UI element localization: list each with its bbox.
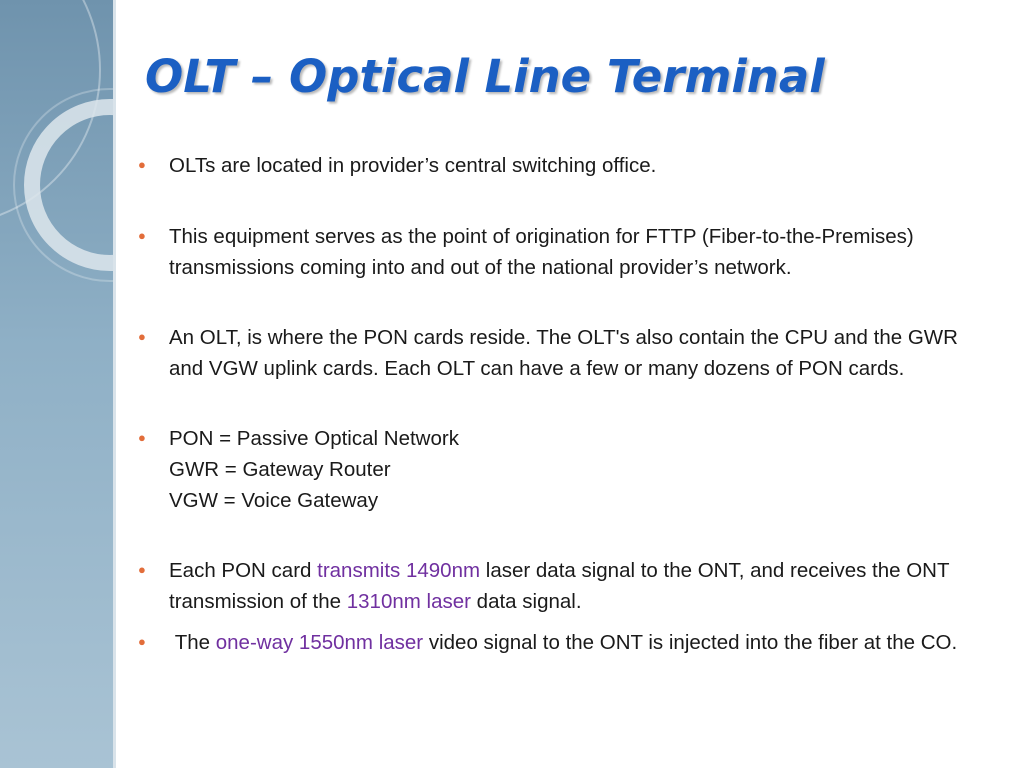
- bullet-list: [138, 150, 988, 658]
- slide-title: OLT – Optical Line Terminal: [145, 50, 825, 103]
- bullet-text: This equipment serves as the point of origination for FTTP (Fiber-to-the-Premises) transmissions coming into and out of the national provider’s network.: [169, 225, 914, 279]
- highlight-segment: one-way 1550nm laser: [215, 631, 424, 654]
- definition-gwr: GWR = Gateway Router: [169, 458, 391, 481]
- bullet-item: [138, 322, 988, 384]
- bullet-item: [138, 150, 988, 181]
- highlight-segment: 1310nm laser: [346, 590, 471, 613]
- bullet-item: [138, 627, 988, 658]
- text-segment: Each PON card: [169, 559, 318, 582]
- bullet-item: [138, 555, 988, 617]
- bullet-dot-icon: ●: [138, 634, 146, 649]
- decorative-side-panel: [0, 0, 113, 768]
- bullet-dot-icon: ●: [138, 430, 146, 445]
- text-segment: laser data signal to the ONT, and receives the ONT transmission of the: [169, 559, 950, 613]
- definitions-text: [169, 423, 988, 516]
- bullet-text: [169, 555, 988, 617]
- text-segment: video signal to the ONT is injected into the fiber at the CO.: [423, 631, 958, 654]
- definition-vgw: VGW = Voice Gateway: [169, 489, 379, 512]
- bullet-text: [169, 627, 988, 658]
- bullet-item: [138, 221, 988, 283]
- bullet-text: OLTs are located in provider’s central switching office.: [169, 154, 657, 177]
- bullet-dot-icon: ●: [138, 329, 146, 344]
- side-panel-divider: [113, 0, 116, 768]
- decorative-rings-graphic: [0, 0, 113, 768]
- text-segment: data signal.: [470, 590, 582, 613]
- definition-pon: PON = Passive Optical Network: [169, 427, 459, 450]
- bullet-text: An OLT, is where the PON cards reside. The OLT's also contain the CPU and the GWR and VGW uplink cards. Each OLT can have a few or many dozens of PON cards.: [169, 326, 958, 380]
- bullet-item: [138, 423, 988, 516]
- highlight-segment: transmits 1490nm: [317, 559, 481, 582]
- text-segment: The: [169, 631, 216, 654]
- bullet-dot-icon: ●: [138, 562, 146, 577]
- bullet-dot-icon: ●: [138, 228, 146, 243]
- bullet-dot-icon: ●: [138, 157, 146, 172]
